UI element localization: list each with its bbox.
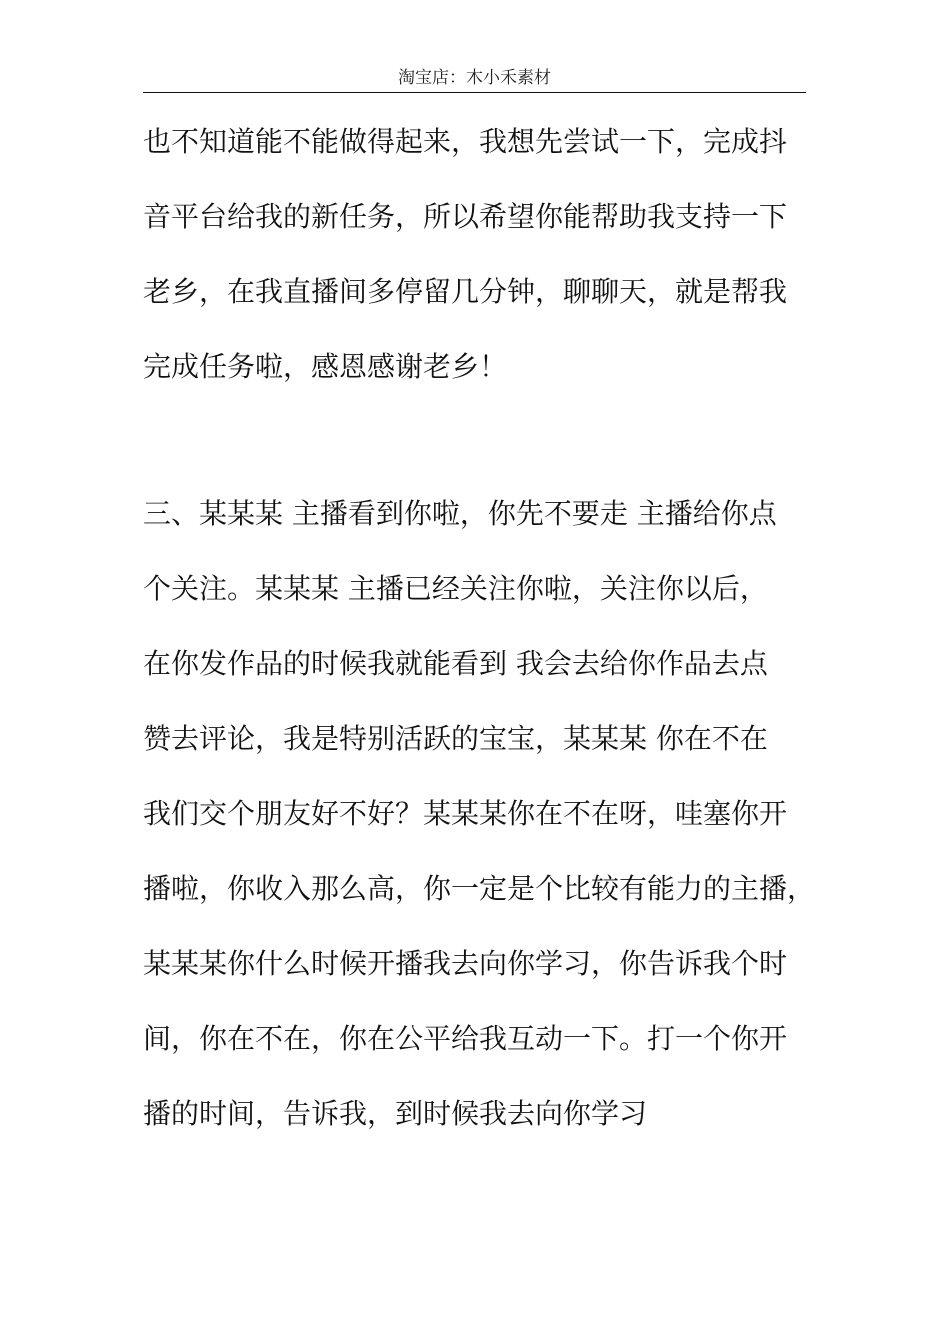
text-line: 三、某某某 主播看到你啦，你先不要走 主播给你点: [143, 497, 777, 530]
text-line: 完成任务啦，感恩感谢老乡！: [143, 350, 508, 383]
text-line: 我们交个朋友好不好？某某某你在不在呀，哇塞你开: [143, 797, 788, 830]
text-line: 音平台给我的新任务，所以希望你能帮助我支持一下: [143, 200, 788, 233]
paragraph-spacer: [143, 404, 833, 476]
text-line: 也不知道能不能做得起来，我想先尝试一下，完成抖: [143, 125, 788, 158]
text-line: 间，你在不在，你在公平给我互动一下。打一个你开: [143, 1022, 788, 1055]
text-line: 某某某你什么时候开播我去向你学习，你告诉我个时: [143, 947, 788, 980]
paragraph-1: [143, 104, 833, 404]
text-line: 播啦，你收入那么高，你一定是个比较有能力的主播，: [143, 872, 816, 905]
text-line: 赞去评论，我是特别活跃的宝宝，某某某 你在不在: [143, 722, 768, 755]
document-body: [143, 104, 833, 1151]
text-line: 在你发作品的时候我就能看到 我会去给你作品去点: [143, 647, 768, 680]
text-line: 老乡，在我直播间多停留几分钟，聊聊天，就是帮我: [143, 275, 788, 308]
text-line: 个关注。某某某 主播已经关注你啦，关注你以后，: [143, 572, 768, 605]
text-line: 播的时间，告诉我，到时候我去向你学习: [143, 1097, 648, 1130]
paragraph-2: [143, 476, 833, 1151]
page-header: 淘宝店：木小禾素材: [143, 66, 806, 93]
